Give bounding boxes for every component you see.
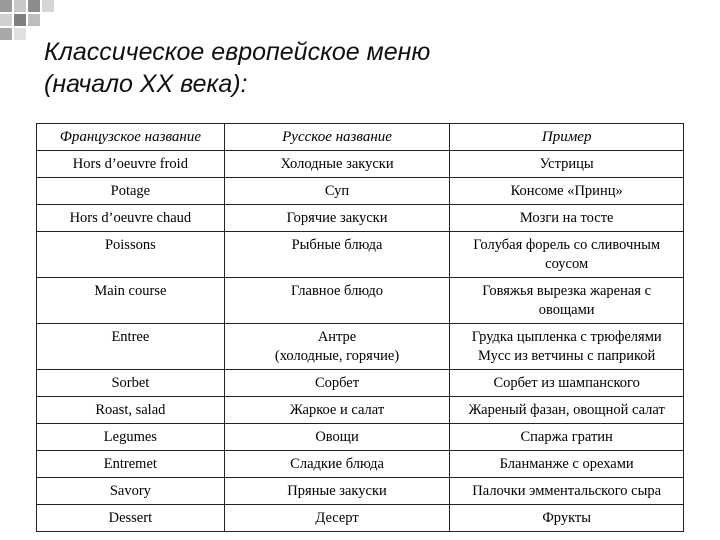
cell-example [450, 451, 684, 478]
cell-example [450, 324, 684, 370]
cell-example-line: Сорбет из шампанского [493, 375, 640, 391]
title-line-1: Классическое европейское меню [44, 38, 431, 66]
table-row [37, 424, 684, 451]
decorative-squares [0, 0, 60, 40]
cell-example-line: Грудка цыпленка с трюфелями [471, 329, 662, 345]
cell-russian-name-line: Рыбные блюда [291, 237, 383, 253]
table-header-row [37, 124, 684, 151]
cell-example [450, 424, 684, 451]
cell-french-name: Legumes [37, 424, 225, 451]
table-row [37, 232, 684, 278]
cell-french-name: Entree [37, 324, 225, 370]
cell-example-line: Говяжья вырезка жареная с [482, 283, 652, 299]
cell-russian-name [224, 370, 450, 397]
cell-example-line: Спаржа гратин [520, 429, 613, 445]
cell-example-line: Консоме «Принц» [510, 183, 623, 199]
cell-example [450, 370, 684, 397]
table-row [37, 370, 684, 397]
header-russian-name: Русское название [224, 124, 450, 151]
cell-french-name: Potage [37, 178, 225, 205]
title-line-2: (начало XX века): [44, 70, 248, 98]
cell-russian-name [224, 324, 450, 370]
cell-example [450, 397, 684, 424]
cell-french-name: Hors d’oeuvre froid [37, 151, 225, 178]
table-row [37, 478, 684, 505]
table-row [37, 151, 684, 178]
cell-russian-name [224, 178, 450, 205]
cell-example [450, 232, 684, 278]
cell-example-line: Мусс из ветчины с паприкой [478, 348, 656, 364]
cell-example [450, 178, 684, 205]
cell-russian-name-line: Антре [317, 329, 357, 345]
cell-russian-name-line: Главное блюдо [291, 283, 384, 299]
table-row [37, 397, 684, 424]
cell-russian-name [224, 451, 450, 478]
table-row [37, 451, 684, 478]
cell-russian-name [224, 232, 450, 278]
cell-french-name: Dessert [37, 505, 225, 532]
cell-russian-name-line: Овощи [315, 429, 359, 445]
cell-russian-name-line: Холодные закуски [280, 156, 394, 172]
cell-russian-name-line: Сладкие блюда [290, 456, 384, 472]
cell-russian-name-line: Сорбет [314, 375, 360, 391]
header-example: Пример [450, 124, 684, 151]
cell-russian-name-line: (холодные, горячие) [274, 348, 400, 364]
cell-russian-name-line: Пряные закуски [287, 483, 387, 499]
cell-french-name: Main course [37, 278, 225, 324]
cell-example-line: Голубая форель со сливочным [473, 237, 661, 253]
cell-russian-name [224, 151, 450, 178]
table-row [37, 205, 684, 232]
cell-example-line: Палочки эмментальского сыра [472, 483, 662, 499]
cell-russian-name [224, 424, 450, 451]
cell-french-name: Hors d’oeuvre chaud [37, 205, 225, 232]
table-row [37, 278, 684, 324]
cell-french-name: Entremet [37, 451, 225, 478]
header-french-name: Французское название [37, 124, 225, 151]
table-row [37, 178, 684, 205]
cell-russian-name [224, 278, 450, 324]
cell-russian-name-line: Горячие закуски [286, 210, 388, 226]
cell-example [450, 205, 684, 232]
cell-example-line: Бланманже с орехами [499, 456, 634, 472]
page-title [44, 36, 430, 100]
cell-russian-name [224, 397, 450, 424]
cell-french-name: Poissons [37, 232, 225, 278]
menu-table [36, 123, 684, 532]
cell-french-name: Savory [37, 478, 225, 505]
cell-example-line: овощами [538, 302, 595, 318]
cell-russian-name-line: Суп [324, 183, 350, 199]
table-row [37, 324, 684, 370]
cell-example [450, 278, 684, 324]
cell-example [450, 151, 684, 178]
cell-french-name: Roast, salad [37, 397, 225, 424]
cell-russian-name [224, 505, 450, 532]
cell-example-line: соусом [545, 256, 589, 272]
cell-russian-name [224, 205, 450, 232]
cell-example-line: Жареный фазан, овощной салат [468, 402, 665, 418]
cell-french-name: Sorbet [37, 370, 225, 397]
cell-example-line: Мозги на тосте [519, 210, 614, 226]
cell-example-line: Устрицы [539, 156, 594, 172]
cell-russian-name-line: Десерт [315, 510, 359, 526]
cell-russian-name-line: Жаркое и салат [289, 402, 385, 418]
cell-russian-name [224, 478, 450, 505]
cell-example [450, 505, 684, 532]
cell-example [450, 478, 684, 505]
cell-example-line: Фрукты [542, 510, 592, 526]
table-row [37, 505, 684, 532]
